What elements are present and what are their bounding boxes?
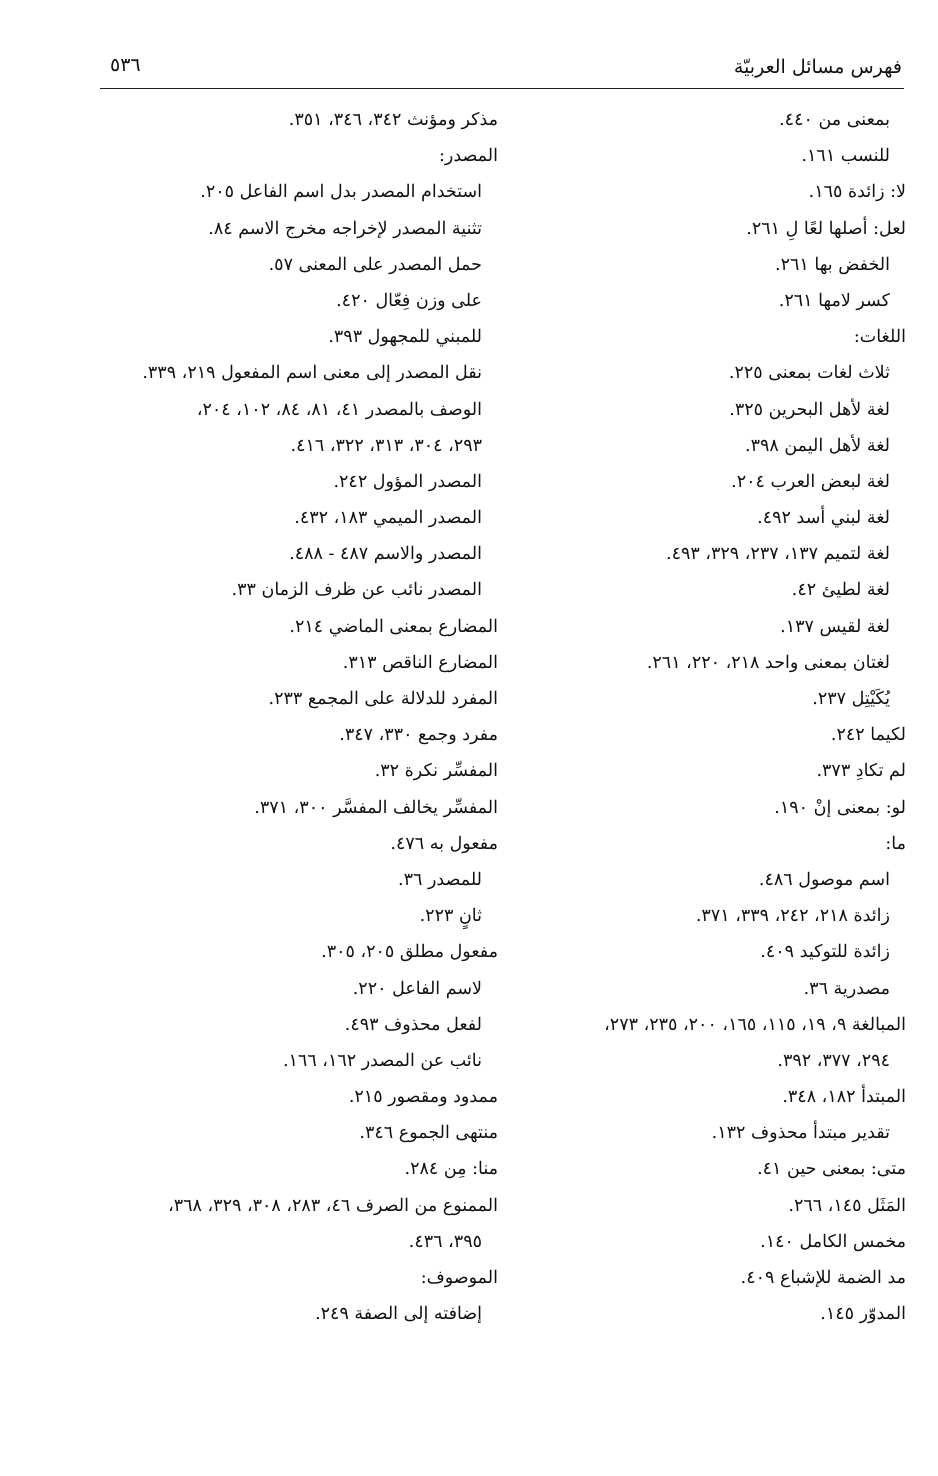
- index-subentry: المصدر والاسم ٤٨٧ - ٤٨٨.: [289, 544, 482, 565]
- index-entry: لكيما ٢٤٢.: [830, 725, 906, 746]
- index-subentry: يُكَيْتِل ٢٣٧.: [812, 689, 890, 709]
- index-subentry: ٢٩٤، ٣٧٧، ٣٩٢.: [777, 1050, 890, 1071]
- index-entry: مفعول مطلق ٢٠٥، ٣٠٥.: [321, 942, 498, 963]
- index-entry: متى: بمعنى حين ٤١.: [757, 1159, 906, 1180]
- index-entry: مذكر ومؤنث ٣٤٢، ٣٤٦، ٣٥١.: [288, 110, 498, 130]
- index-subentry: إضافته إلى الصفة ٢٤٩.: [315, 1304, 482, 1325]
- index-subentry: زائدة للتوكيد ٤٠٩.: [760, 942, 890, 963]
- index-subentry: تقدير مبتدأ محذوف ١٣٢.: [711, 1123, 890, 1144]
- index-subentry: ٣٩٥، ٤٣٦.: [408, 1231, 482, 1252]
- index-entry: المبتدأ ١٨٢، ٣٤٨.: [782, 1087, 906, 1108]
- page-number: ٥٣٦: [110, 54, 141, 76]
- index-subentry: لاسم الفاعل ٢٢٠.: [352, 978, 482, 999]
- index-subentry: المصدر نائب عن ظرف الزمان ٣٣.: [231, 580, 482, 601]
- index-subentry: لغة لأهل اليمن ٣٩٨.: [744, 435, 890, 456]
- index-subentry: اسم موصول ٤٨٦.: [758, 869, 890, 890]
- index-entry: الموصوف:: [420, 1268, 498, 1288]
- index-entry: مد الضمة للإشباع ٤٠٩.: [740, 1268, 906, 1288]
- index-subentry: للمبني للمجهول ٣٩٣.: [328, 327, 482, 348]
- index-subentry: تثنية المصدر لإخراجه مخرج الاسم ٨٤.: [208, 218, 482, 239]
- index-entry: لم تكادِ ٣٧٣.: [816, 761, 906, 782]
- index-entry: المفسِّر يخالف المفسَّر ٣٠٠، ٣٧١.: [254, 797, 498, 818]
- index-subentry: لغة لبعض العرب ٢٠٤.: [731, 471, 890, 492]
- index-entry: المفسِّر نكرة ٣٢.: [374, 761, 498, 782]
- index-subentry: لغة لبني أسد ٤٩٢.: [757, 508, 890, 529]
- index-subentry: على وزن فِعّال ٤٢٠.: [336, 290, 482, 311]
- index-subentry: لغة لقيس ١٣٧.: [780, 616, 890, 637]
- index-entry: لا: زائدة ١٦٥.: [808, 182, 906, 203]
- index-entry: المدوّر ١٤٥.: [820, 1304, 906, 1325]
- index-subentry: الوصف بالمصدر ٤١، ٨١، ٨٤، ١٠٢، ٢٠٤،: [196, 399, 482, 420]
- index-subentry: ٢٩٣، ٣٠٤، ٣١٣، ٣٢٢، ٤١٦.: [290, 435, 482, 456]
- index-subentry: لغة لأهل البحرين ٣٢٥.: [729, 399, 890, 420]
- index-subentry: المصدر المؤول ٢٤٢.: [333, 471, 482, 492]
- index-entry: المبالغة ٩، ١٩، ١١٥، ١٦٥، ٢٠٠، ٢٣٥، ٢٧٣،: [604, 1014, 906, 1035]
- index-entry: منا: مِن ٢٨٤.: [404, 1159, 498, 1180]
- index-entry: الممنوع من الصرف ٤٦، ٢٨٣، ٣٠٨، ٣٢٩، ٣٦٨،: [168, 1195, 498, 1216]
- index-entry: مفعول به ٤٧٦.: [390, 833, 498, 854]
- index-column-right: [506, 102, 906, 1332]
- index-subentry: حمل المصدر على المعنى ٥٧.: [268, 254, 482, 275]
- index-subentry: للمصدر ٣٦.: [397, 869, 482, 890]
- index-subentry: للنسب ١٦١.: [801, 146, 890, 167]
- index-subentry: لغتان بمعنى واحد ٢١٨، ٢٢٠، ٢٦١.: [646, 652, 890, 673]
- index-subentry: استخدام المصدر بدل اسم الفاعل ٢٠٥.: [200, 182, 482, 203]
- index-entry: المَثَل ١٤٥، ٢٦٦.: [788, 1195, 906, 1216]
- index-entry: ممدود ومقصور ٢١٥.: [348, 1087, 498, 1108]
- index-subentry: زائدة ٢١٨، ٢٤٢، ٣٣٩، ٣٧١.: [695, 906, 890, 927]
- index-subentry: مصدرية ٣٦.: [803, 978, 890, 999]
- index-subentry: نائب عن المصدر ١٦٢، ١٦٦.: [282, 1050, 482, 1071]
- index-entry: اللغات:: [853, 327, 906, 348]
- index-entry: مخمس الكامل ١٤٠.: [760, 1231, 906, 1252]
- index-entry: المفرد للدلالة على المجمع ٢٣٣.: [268, 689, 498, 709]
- index-entry: المصدر:: [438, 146, 498, 167]
- index-entry: المضارع الناقص ٣١٣.: [342, 652, 498, 673]
- index-entry: لو: بمعنى إنْ ١٩٠.: [774, 797, 906, 818]
- index-subentry: نقل المصدر إلى معنى اسم المفعول ٢١٩، ٣٣٩.: [142, 363, 482, 384]
- index-subentry: بمعنى من ٤٤٠.: [779, 110, 890, 130]
- index-subentry: المصدر الميمي ١٨٣، ٤٣٢.: [294, 508, 482, 529]
- index-entry: لعل: أصلها لعًا لِ ٢٦١.: [746, 218, 906, 239]
- index-entry: ما:: [885, 833, 906, 854]
- index-entry: المضارع بمعنى الماضي ٢١٤.: [289, 616, 498, 637]
- index-subentry: ثلاث لغات بمعنى ٢٢٥.: [728, 363, 890, 384]
- running-title: فهرس مسائل العربيّة: [733, 56, 902, 78]
- page-header: [100, 52, 904, 89]
- index-entry: منتهى الجموع ٣٤٦.: [359, 1123, 498, 1144]
- index-subentry: لغة لطيئ ٤٢.: [791, 580, 890, 601]
- index-column-left: [98, 102, 498, 1332]
- index-entry: مفرد وجمع ٣٣٠، ٣٤٧.: [339, 725, 498, 746]
- index-subentry: لفعل محذوف ٤٩٣.: [344, 1014, 482, 1035]
- index-subentry: كسر لامها ٢٦١.: [778, 290, 890, 311]
- index-subentry: الخفض بها ٢٦١.: [775, 254, 890, 275]
- index-subentry: لغة لتميم ١٣٧، ٢٣٧، ٣٢٩، ٤٩٣.: [666, 544, 890, 565]
- index-subentry: ثانٍ ٢٢٣.: [419, 906, 482, 927]
